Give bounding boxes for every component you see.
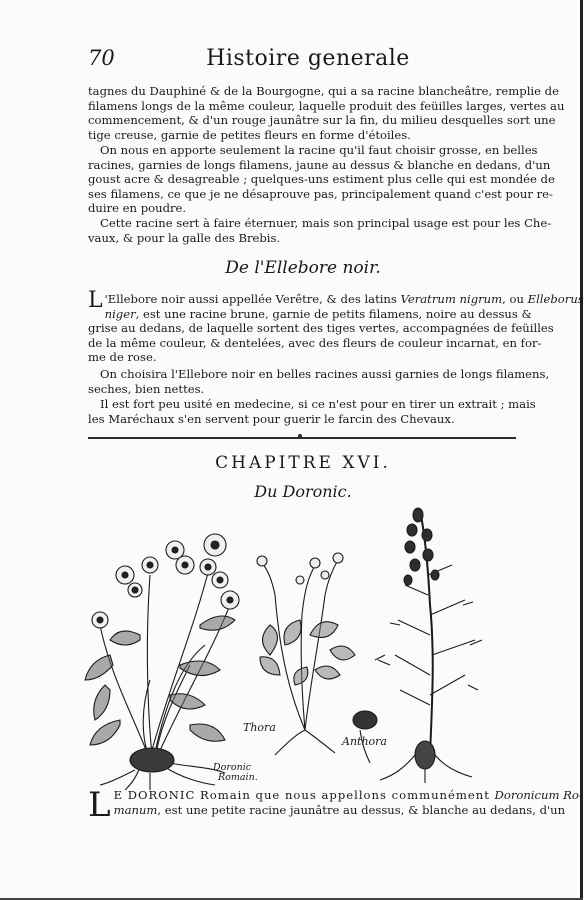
plate-label-doronic: Doronic: [213, 762, 252, 773]
text-line: duire en poudre.: [88, 201, 187, 216]
text-line: grise au dedans, de laquelle sortent des tiges vertes, accompagnées de feüilles: [88, 321, 554, 336]
plate-label-thora: Thora: [243, 721, 276, 734]
text-line: Il est fort peu usité en medecine, si ce n'est pour en tirer un extrait ; mais: [100, 397, 536, 411]
botanical-engraving: [80, 505, 530, 785]
paragraph-medicine: [88, 397, 536, 426]
plate-label-anthora: Anthora: [342, 735, 387, 748]
drop-initial: L: [88, 288, 103, 313]
page-edge-right: [580, 0, 583, 900]
text-span: , est une racine brune, garnie de petits filamens, noire au dessus &: [135, 306, 532, 321]
text-span: , ou: [502, 292, 528, 306]
doronic-flowers: [92, 534, 239, 628]
text-line: Cette racine sert à faire éternuer, mais son principal usage est pour les Che-: [100, 216, 552, 230]
doronic-plant: [85, 534, 239, 790]
text-line: de la même couleur, & dentelées, avec des fleurs de couleur incarnat, en for-: [88, 335, 542, 350]
latin-name: Veratrum nigrum: [400, 292, 503, 306]
text-line: les Maréchaux s'en servent pour guerir le farcin des Chevaux.: [88, 411, 455, 426]
running-title: Histoire generale: [206, 46, 410, 71]
text-line: filamens longs de la même couleur, laquelle produit des feüilles larges, vertes au: [88, 98, 565, 113]
text-line: racines, garnies de longs filamens, jaune au dessus & blanche en dedans, d'un: [88, 157, 551, 172]
text-line: On choisira l'Ellebore noir en belles racines aussi garnies de longs filamens,: [100, 367, 550, 381]
text-line: me de rose.: [88, 350, 157, 365]
section-title: De l'Ellebore noir.: [225, 258, 381, 278]
text-line: goust acre & desagreable ; quelques-uns estiment plus celle qui est mondée de: [88, 172, 555, 187]
text-line: tige creuse, garnie de petites fleurs en forme d'étoiles.: [88, 127, 411, 142]
text-span: , est une petite racine jaunâtre au dessus, & blanche au dedans, d'un: [157, 803, 566, 817]
paragraph-ellebore-description: [88, 288, 584, 365]
plants-illustration: [80, 505, 530, 785]
page-number: 70: [88, 46, 115, 70]
latin-name: niger: [104, 306, 136, 321]
latin-name: Elleborus: [527, 292, 584, 306]
paragraph-usage: [88, 216, 552, 245]
text-span: E DORONIC Romain que nous appellons communément: [113, 788, 495, 802]
divider-ornament: [298, 434, 302, 438]
latin-name: Doronicum Ro-: [494, 788, 583, 802]
text-line: seches, bien nettes.: [88, 381, 205, 396]
section-divider: [88, 437, 516, 439]
paragraph-choose: [88, 367, 550, 396]
text-span: 'Ellebore noir aussi appellée Verêtre, & des latins: [104, 292, 401, 306]
anthora-flower-spike: [404, 508, 439, 585]
text-line: ses filamens, ce que je ne désaprouve pas, principalement quand c'est pour re-: [88, 186, 553, 201]
text-line: vaux, & pour la galle des Brebis.: [88, 230, 281, 245]
chapter-subtitle: Du Doronic.: [254, 482, 352, 501]
drop-initial: L: [88, 785, 111, 825]
paragraph-root-selection: [88, 143, 555, 216]
paragraph-doronic-description: [88, 785, 583, 825]
page-header: [88, 46, 528, 76]
chapter-heading: CHAPITRE XVI.: [215, 453, 391, 473]
text-line: tagnes du Dauphiné & de la Bourgogne, qui a sa racine blancheâtre, remplie de: [88, 84, 559, 98]
latin-name: manum: [113, 803, 158, 817]
text-line: On nous en apporte seulement la racine qu'il faut choisir grosse, en belles: [100, 143, 538, 157]
text-line: commencement, & d'un rouge jaunâtre sur la fin, du milieu desquelles sort une: [88, 113, 556, 128]
paragraph-continuation: [88, 84, 565, 142]
plate-label-romain: Romain.: [218, 772, 258, 783]
